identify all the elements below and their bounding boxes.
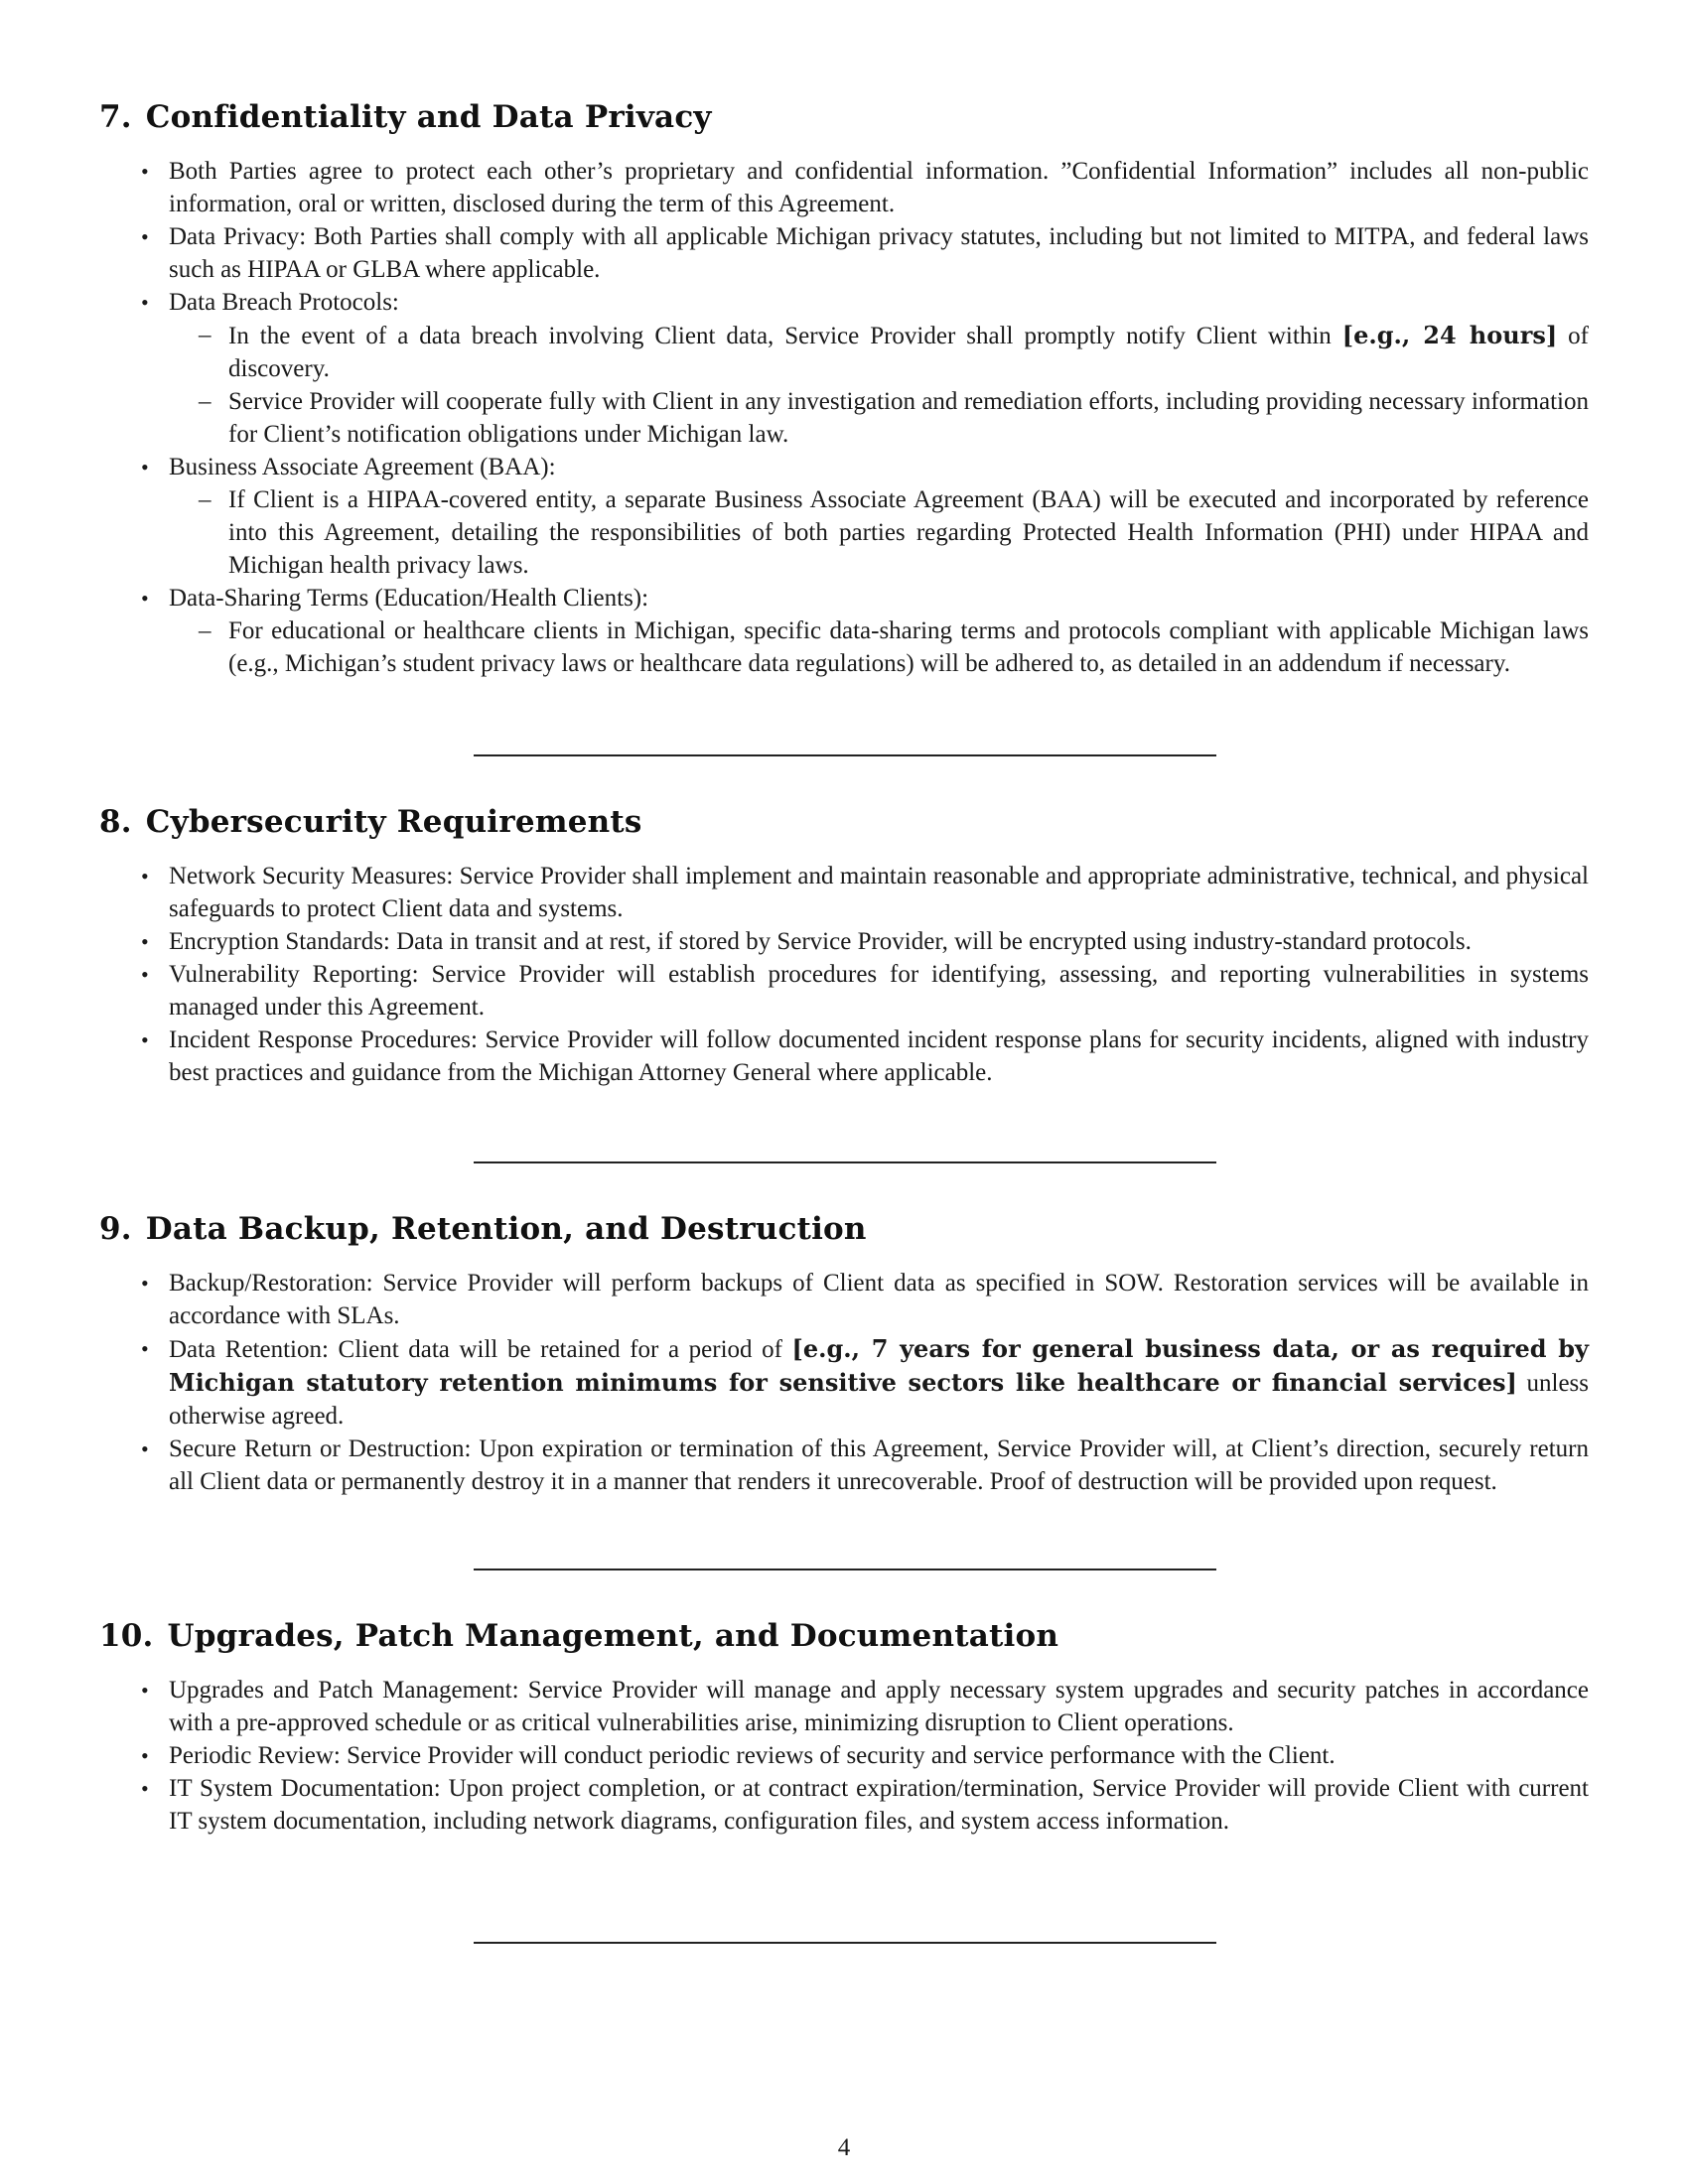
bullet-list: [99, 860, 1589, 1089]
sub-list: [169, 483, 1589, 582]
section-divider: [474, 1161, 1216, 1163]
list-item: • Vulnerability Reporting: Service Provider will establish procedures for identifying, assessing, and reporting vulnerabilities in systems managed under this Agreement.: [141, 961, 1589, 1021]
list-item: • Data Privacy: Both Parties shall comply with all applicable Michigan privacy statutes, including but not limited to MITPA, and federal laws such as HIPAA or GLBA where applicable.: [141, 223, 1589, 283]
bullet-list: [99, 1267, 1589, 1498]
section-heading: 8. Cybersecurity Requirements: [99, 804, 642, 840]
list-item: • Backup/Restoration: Service Provider will perform backups of Client data as specified in SOW. Restoration services will be available in accordance with SLAs.: [141, 1270, 1589, 1329]
sub-list-item: – For educational or healthcare clients in Michigan, specific data-sharing terms and protocols compliant with applicable Michigan laws (e.g., Michigan’s student privacy laws or healthcare data regulations) will be adhered to, as detailed in an addendum if necessary.: [199, 617, 1589, 677]
list-item: • Data Breach Protocols: – In the event of a data breach involving Client data, Service Provider shall promptly notify Client within [e.g., 24 hours] of discovery. – Service Provider will cooperate fully with Client in any investigation and remediation efforts, including providing necessary information for Client’s notification obligations under Michigan law.: [169, 286, 1589, 451]
list-item: • Incident Response Procedures: Service Provider will follow documented incident response plans for security incidents, aligned with industry best practices and guidance from the Michigan Attorney General where applicable.: [141, 1026, 1589, 1086]
sub-list-item: – If Client is a HIPAA-covered entity, a separate Business Associate Agreement (BAA) will be executed and incorporated by reference into this Agreement, detailing the responsibilities of both parties regarding Protected Health Information (PHI) under HIPAA and Michigan health privacy laws.: [199, 486, 1589, 579]
section-9: [99, 1209, 1589, 1498]
page-number: 4: [837, 2134, 851, 2161]
list-item: • Encryption Standards: Data in transit and at rest, if stored by Service Provider, will be encrypted using industry-standard protocols.: [141, 928, 1472, 955]
list-item: • Both Parties agree to protect each other’s proprietary and confidential information. ”Confidential Information” includes all non-public information, oral or written, disclosed during the term of this Agreement.: [141, 158, 1589, 217]
list-item: • Upgrades and Patch Management: Service Provider will manage and apply necessary system upgrades and security patches in accordance with a pre-approved schedule or as critical vulnerabilities arise, minimizing disruption to Client operations.: [141, 1677, 1589, 1736]
section-divider: [474, 754, 1216, 756]
section-heading: 9. Data Backup, Retention, and Destruction: [99, 1211, 867, 1247]
section-8: [99, 802, 1589, 1089]
section-7: [99, 97, 1589, 680]
list-item: • Periodic Review: Service Provider will conduct periodic reviews of security and service performance with the Client.: [141, 1742, 1336, 1769]
sub-list-item: – Service Provider will cooperate fully with Client in any investigation and remediation efforts, including providing necessary information for Client’s notification obligations under Michigan law.: [199, 388, 1589, 448]
section-heading: 10. Upgrades, Patch Management, and Documentation: [99, 1618, 1059, 1654]
list-item: • Data-Sharing Terms (Education/Health Clients): – For educational or healthcare clients in Michigan, specific data-sharing terms and protocols compliant with applicable Michigan laws (e.g., Michigan’s student privacy laws or healthcare data regulations) will be adhered to, as detailed in an addendum if necessary.: [169, 582, 1589, 680]
list-item: • IT System Documentation: Upon project completion, or at contract expiration/termination, Service Provider will provide Client with current IT system documentation, including network diagrams, configuration files, and system access information.: [141, 1775, 1589, 1835]
section-10: [99, 1616, 1589, 1838]
list-item: • Data Retention: Client data will be retained for a period of [e.g., 7 years for general business data, or as required by Michigan statutory retention minimums for sensitive sectors like healthcare or financial services] unless otherwise agreed.: [141, 1334, 1590, 1430]
bullet-list: [99, 155, 1589, 680]
list-item: • Business Associate Agreement (BAA): – If Client is a HIPAA-covered entity, a separate Business Associate Agreement (BAA) will be executed and incorporated by reference into this Agreement, detailing the responsibilities of both parties regarding Protected Health Information (PHI) under HIPAA and Michigan health privacy laws.: [169, 451, 1589, 582]
sub-list: [169, 319, 1589, 451]
bullet-list: [99, 1674, 1589, 1838]
section-divider: [474, 1569, 1216, 1570]
list-item: • Secure Return or Destruction: Upon expiration or termination of this Agreement, Service Provider will, at Client’s direction, securely return all Client data or permanently destroy it in a manner that renders it unrecoverable. Proof of destruction will be provided upon request.: [141, 1435, 1589, 1495]
list-item: • Network Security Measures: Service Provider shall implement and maintain reasonable and appropriate administrative, technical, and physical safeguards to protect Client data and systems.: [141, 863, 1589, 922]
sub-list-item: – In the event of a data breach involving Client data, Service Provider shall promptly notify Client within [e.g., 24 hours] of discovery.: [199, 321, 1590, 382]
section-divider: [474, 1942, 1216, 1944]
sub-list: [169, 614, 1589, 680]
section-heading: 7. Confidentiality and Data Privacy: [99, 99, 712, 135]
